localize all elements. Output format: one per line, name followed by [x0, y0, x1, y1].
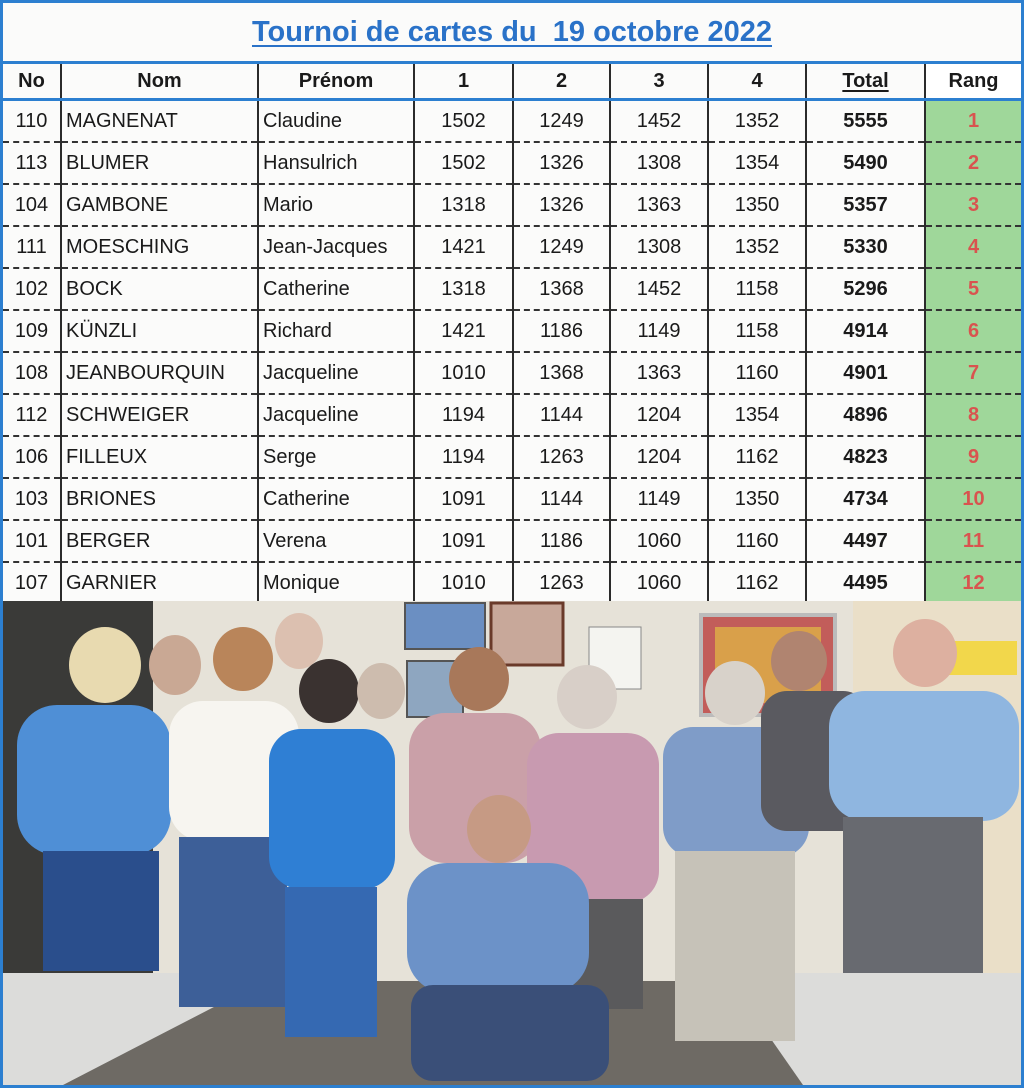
cell-no: 110 — [3, 100, 61, 143]
cell-round-1: 1318 — [414, 184, 513, 226]
cell-prenom: Claudine — [258, 100, 414, 143]
cell-total: 5490 — [806, 142, 925, 184]
title-bar — [3, 3, 1021, 64]
cell-round-2: 1249 — [513, 226, 610, 268]
cell-nom: BERGER — [61, 520, 258, 562]
header-round-3: 3 — [610, 64, 708, 100]
header-row — [3, 64, 1021, 100]
cell-round-2: 1263 — [513, 436, 610, 478]
cell-round-2: 1368 — [513, 268, 610, 310]
cell-nom: KÜNZLI — [61, 310, 258, 352]
header-rang: Rang — [925, 64, 1021, 100]
cell-total: 5357 — [806, 184, 925, 226]
cell-prenom: Richard — [258, 310, 414, 352]
cell-total: 5330 — [806, 226, 925, 268]
cell-total: 4497 — [806, 520, 925, 562]
cell-round-3: 1060 — [610, 562, 708, 603]
cell-rang: 7 — [925, 352, 1021, 394]
cell-round-4: 1158 — [708, 268, 806, 310]
cell-no: 113 — [3, 142, 61, 184]
cell-no: 102 — [3, 268, 61, 310]
cell-round-4: 1158 — [708, 310, 806, 352]
group-photo — [3, 601, 1021, 1085]
cell-round-2: 1186 — [513, 310, 610, 352]
header-nom: Nom — [61, 64, 258, 100]
cell-prenom: Monique — [258, 562, 414, 603]
cell-rang: 3 — [925, 184, 1021, 226]
table-row — [3, 520, 1021, 562]
cell-prenom: Catherine — [258, 268, 414, 310]
cell-round-2: 1263 — [513, 562, 610, 603]
cell-round-1: 1091 — [414, 478, 513, 520]
cell-nom: FILLEUX — [61, 436, 258, 478]
header-round-1: 1 — [414, 64, 513, 100]
cell-no: 108 — [3, 352, 61, 394]
cell-no: 104 — [3, 184, 61, 226]
cell-round-1: 1421 — [414, 226, 513, 268]
table-row — [3, 478, 1021, 520]
table-row — [3, 268, 1021, 310]
cell-round-4: 1350 — [708, 478, 806, 520]
header-round-2: 2 — [513, 64, 610, 100]
cell-nom: GARNIER — [61, 562, 258, 603]
cell-nom: MOESCHING — [61, 226, 258, 268]
cell-prenom: Jacqueline — [258, 352, 414, 394]
cell-total: 4495 — [806, 562, 925, 603]
page-title: Tournoi de cartes du 19 octobre 2022 — [251, 15, 772, 48]
cell-total: 4734 — [806, 478, 925, 520]
cell-no: 101 — [3, 520, 61, 562]
cell-rang: 11 — [925, 520, 1021, 562]
cell-round-3: 1452 — [610, 100, 708, 143]
cell-nom: BLUMER — [61, 142, 258, 184]
cell-round-3: 1204 — [610, 436, 708, 478]
cell-rang: 2 — [925, 142, 1021, 184]
table-row — [3, 184, 1021, 226]
cell-round-3: 1363 — [610, 352, 708, 394]
cell-round-1: 1318 — [414, 268, 513, 310]
cell-round-1: 1194 — [414, 394, 513, 436]
header-no: No — [3, 64, 61, 100]
table-row — [3, 100, 1021, 143]
cell-rang: 5 — [925, 268, 1021, 310]
cell-round-4: 1350 — [708, 184, 806, 226]
cell-round-4: 1352 — [708, 226, 806, 268]
cell-round-1: 1502 — [414, 142, 513, 184]
cell-round-4: 1162 — [708, 562, 806, 603]
cell-round-1: 1502 — [414, 100, 513, 143]
cell-prenom: Jean-Jacques — [258, 226, 414, 268]
header-prenom: Prénom — [258, 64, 414, 100]
cell-rang: 10 — [925, 478, 1021, 520]
cell-prenom: Mario — [258, 184, 414, 226]
results-body — [3, 100, 1021, 604]
header-round-4: 4 — [708, 64, 806, 100]
cell-round-2: 1186 — [513, 520, 610, 562]
cell-round-3: 1452 — [610, 268, 708, 310]
cell-no: 109 — [3, 310, 61, 352]
cell-round-1: 1091 — [414, 520, 513, 562]
cell-round-2: 1144 — [513, 478, 610, 520]
cell-round-2: 1368 — [513, 352, 610, 394]
cell-no: 111 — [3, 226, 61, 268]
cell-rang: 1 — [925, 100, 1021, 143]
cell-prenom: Hansulrich — [258, 142, 414, 184]
cell-prenom: Verena — [258, 520, 414, 562]
cell-no: 112 — [3, 394, 61, 436]
table-row — [3, 142, 1021, 184]
header-total-label: Total — [842, 69, 889, 92]
cell-round-3: 1308 — [610, 142, 708, 184]
cell-rang: 4 — [925, 226, 1021, 268]
cell-total: 4914 — [806, 310, 925, 352]
cell-prenom: Catherine — [258, 478, 414, 520]
table-row — [3, 310, 1021, 352]
cell-nom: JEANBOURQUIN — [61, 352, 258, 394]
cell-no: 106 — [3, 436, 61, 478]
header-total — [806, 64, 925, 100]
cell-round-4: 1160 — [708, 352, 806, 394]
cell-round-3: 1060 — [610, 520, 708, 562]
cell-prenom: Jacqueline — [258, 394, 414, 436]
cell-round-4: 1162 — [708, 436, 806, 478]
cell-round-4: 1352 — [708, 100, 806, 143]
cell-round-3: 1204 — [610, 394, 708, 436]
cell-total: 4896 — [806, 394, 925, 436]
results-table — [3, 64, 1021, 603]
cell-no: 103 — [3, 478, 61, 520]
cell-round-1: 1194 — [414, 436, 513, 478]
cell-rang: 8 — [925, 394, 1021, 436]
cell-total: 4901 — [806, 352, 925, 394]
cell-round-1: 1010 — [414, 562, 513, 603]
cell-round-4: 1160 — [708, 520, 806, 562]
cell-no: 107 — [14, 571, 49, 594]
cell-round-3: 1363 — [610, 184, 708, 226]
table-row — [3, 436, 1021, 478]
cell-rang: 6 — [925, 310, 1021, 352]
cell-round-2: 1144 — [513, 394, 610, 436]
table-row — [3, 352, 1021, 394]
cell-nom: BRIONES — [61, 478, 258, 520]
cell-round-1: 1421 — [414, 310, 513, 352]
cell-nom: MAGNENAT — [61, 100, 258, 143]
table-row — [3, 562, 1021, 603]
cell-nom: SCHWEIGER — [61, 394, 258, 436]
table-row — [3, 226, 1021, 268]
cell-prenom: Serge — [258, 436, 414, 478]
cell-total: 4823 — [806, 436, 925, 478]
cell-round-1: 1010 — [414, 352, 513, 394]
cell-nom: GAMBONE — [61, 184, 258, 226]
cell-nom: BOCK — [61, 268, 258, 310]
cell-total: 5296 — [806, 268, 925, 310]
cell-round-2: 1326 — [513, 184, 610, 226]
cell-total: 5555 — [806, 100, 925, 143]
cell-round-4: 1354 — [708, 142, 806, 184]
cell-rang: 12 — [925, 562, 1021, 603]
cell-round-3: 1308 — [610, 226, 708, 268]
cell-rang: 9 — [925, 436, 1021, 478]
cell-round-2: 1326 — [513, 142, 610, 184]
cell-round-3: 1149 — [610, 478, 708, 520]
cell-round-3: 1149 — [610, 310, 708, 352]
cell-round-2: 1249 — [513, 100, 610, 143]
cell-round-4: 1354 — [708, 394, 806, 436]
table-row — [3, 394, 1021, 436]
